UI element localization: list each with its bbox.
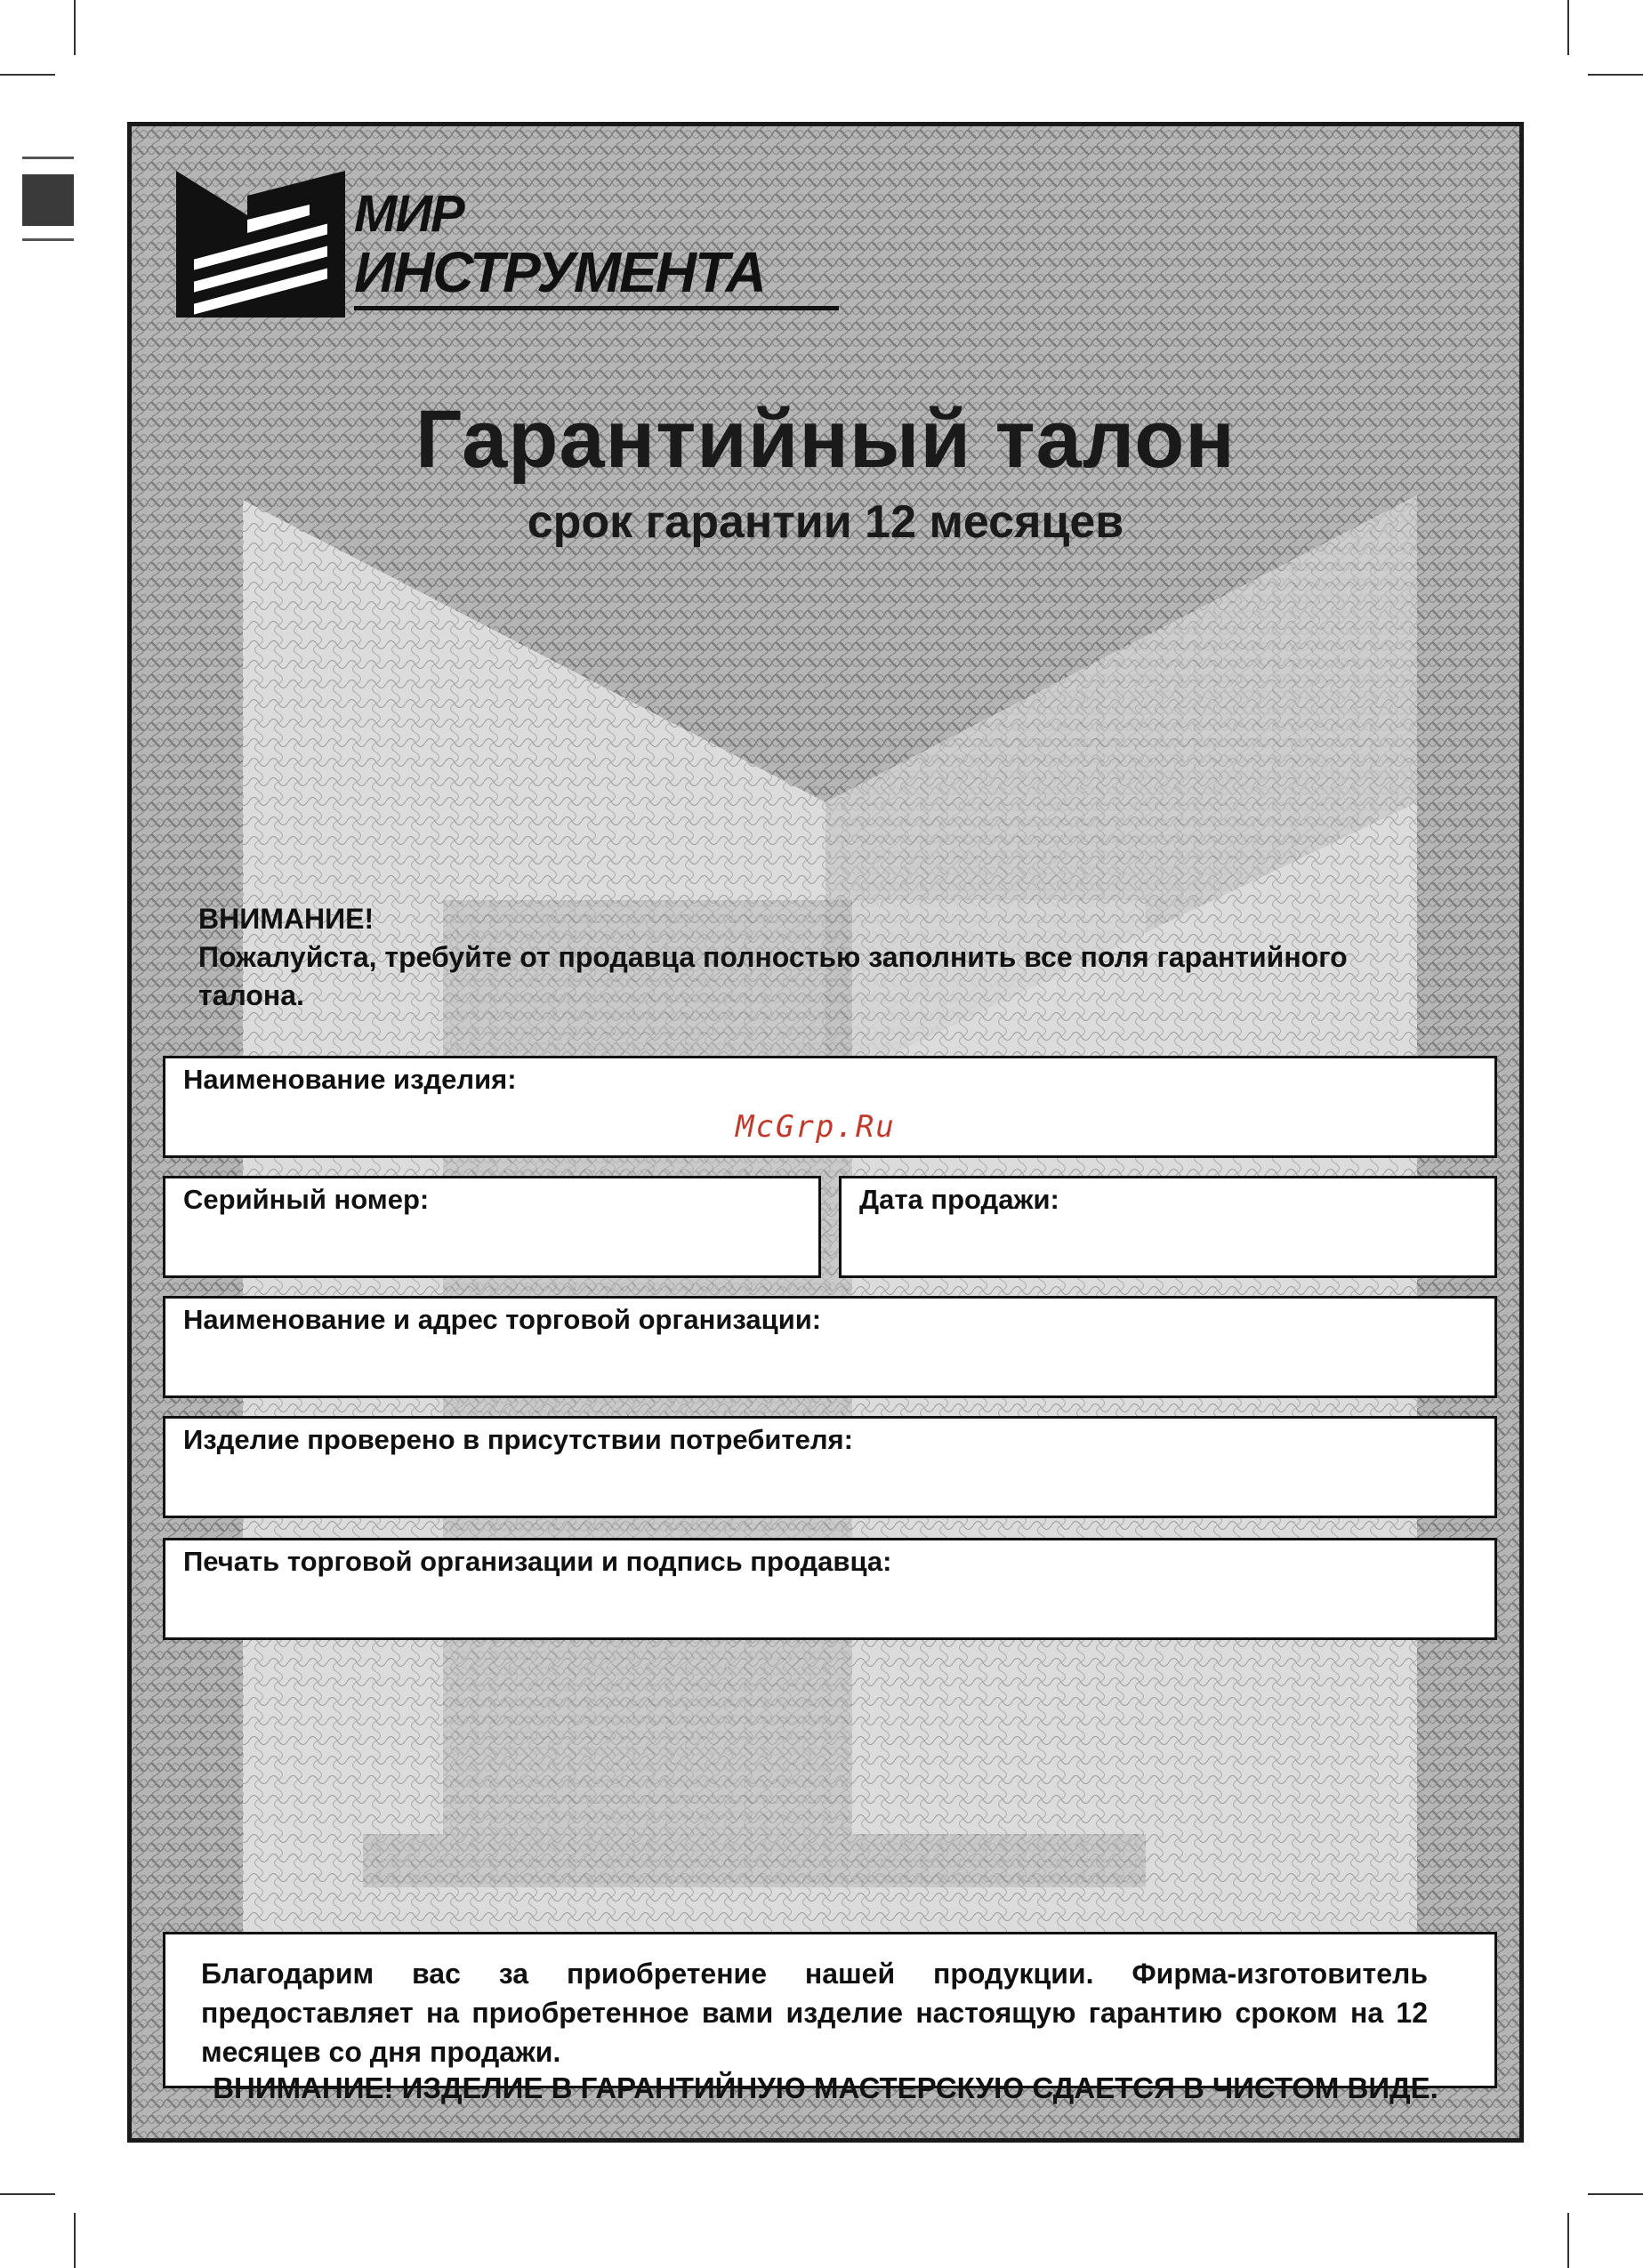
attention-heading: ВНИМАНИЕ! <box>198 903 375 935</box>
checked-in-presence-label: Изделие проверено в присутствии потребителя: <box>183 1424 853 1455</box>
product-name-label: Наименование изделия: <box>183 1064 517 1095</box>
sale-date-field[interactable] <box>839 1176 1497 1278</box>
thanks-box <box>163 1932 1497 2088</box>
crop-mark <box>1588 2193 1643 2195</box>
brand-name-line1: МИР <box>354 185 463 243</box>
crop-mark <box>74 0 76 55</box>
registration-square <box>22 174 74 226</box>
stamp-signature-field[interactable] <box>163 1538 1497 1640</box>
page-title: Гарантийный талон <box>415 394 1236 485</box>
watermark-text: McGrp.Ru <box>736 1109 896 1145</box>
brand-name-line2: ИНСТРУМЕНТА <box>354 240 765 304</box>
crop-mark <box>1567 0 1569 55</box>
attention-text: Пожалуйста, требуйте от продавца полностью заполнить все поля гарантийного талона. <box>198 941 1348 1011</box>
page-subtitle: срок гарантии 12 месяцев <box>527 496 1124 548</box>
bottom-warning: ВНИМАНИЕ! ИЗДЕЛИЕ В ГАРАНТИЙНУЮ МАСТЕРСКУЮ СДАЕТСЯ В ЧИСТОМ ВИДЕ. <box>213 2071 1438 2104</box>
crop-mark <box>1588 74 1643 76</box>
crop-mark <box>0 2193 55 2195</box>
checked-in-presence-field[interactable] <box>163 1416 1497 1518</box>
brand-logo-icon <box>176 171 345 318</box>
brand-underline <box>354 306 839 310</box>
stamp-signature-label: Печать торговой организации и подпись продавца: <box>183 1546 892 1577</box>
store-name-address-label: Наименование и адрес торговой организации: <box>183 1304 822 1335</box>
brand-logo <box>176 171 817 322</box>
serial-number-field[interactable] <box>163 1176 821 1278</box>
store-name-address-field[interactable] <box>163 1296 1497 1398</box>
thanks-text: Благодарим вас за приобретение нашей продукции. Фирма-изготовитель предоставляет на приобретенное вами изделие настоящую гарантию сроком на 12 месяцев со дня продажи. <box>201 1958 1428 2068</box>
crop-mark <box>1567 2213 1569 2268</box>
registration-line <box>22 157 74 159</box>
serial-number-label: Серийный номер: <box>183 1184 430 1215</box>
sale-date-label: Дата продажи: <box>859 1184 1059 1215</box>
crop-mark <box>74 2213 76 2268</box>
registration-line <box>22 238 74 241</box>
warranty-card <box>127 122 1524 2143</box>
crop-mark <box>0 74 55 76</box>
attention-notice <box>198 900 1355 1015</box>
